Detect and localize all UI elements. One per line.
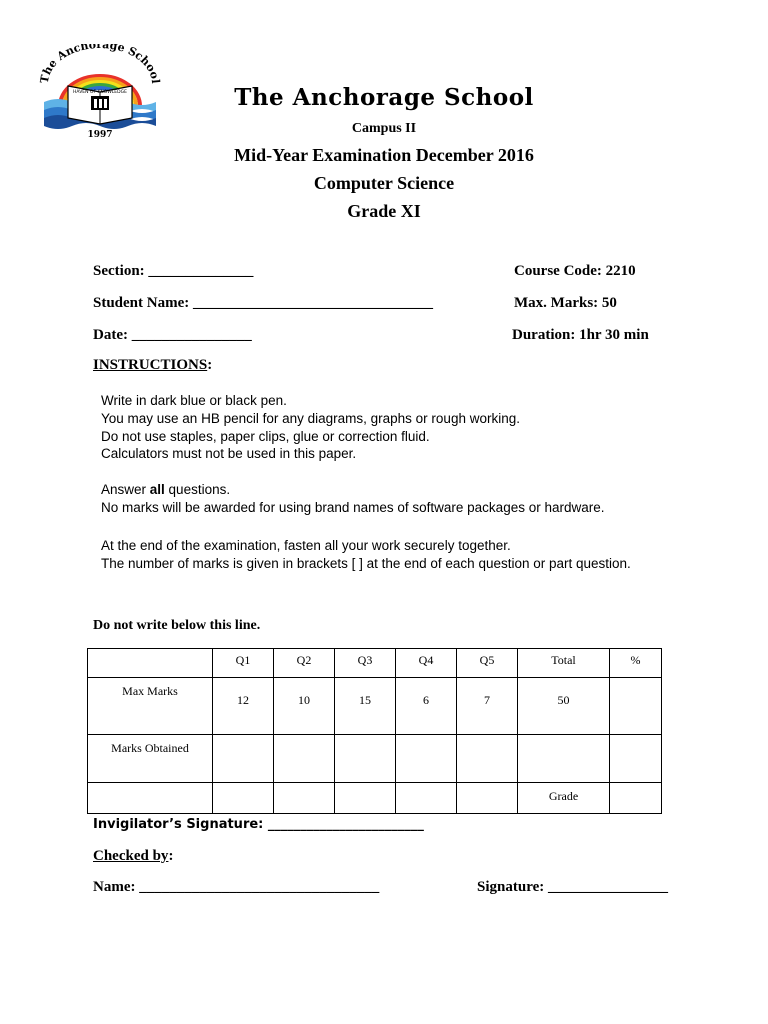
table-cell xyxy=(335,783,396,814)
grade-label: Grade xyxy=(518,783,610,814)
table-cell: 10 xyxy=(274,678,335,735)
student-name-field[interactable]: Student Name: ________________________________ xyxy=(93,295,433,311)
instruction-line: At the end of the examination, fasten all your work securely together. xyxy=(101,538,511,553)
table-header-cell: Q3 xyxy=(335,649,396,678)
input-cell[interactable] xyxy=(335,735,396,783)
input-cell[interactable] xyxy=(610,735,662,783)
do-not-write-notice: Do not write below this line. xyxy=(93,618,261,633)
instructions-heading: INSTRUCTIONS: xyxy=(93,357,213,373)
table-row xyxy=(88,678,662,735)
instruction-line: Write in dark blue or black pen. xyxy=(101,393,287,408)
instruction-line: Answer all questions. xyxy=(101,482,231,497)
input-cell[interactable] xyxy=(213,735,274,783)
school-name: The Anchorage School xyxy=(234,84,534,111)
logo-arc-text: The Anchorage School xyxy=(38,44,162,85)
table-cell xyxy=(610,678,662,735)
table-row xyxy=(88,783,662,814)
table-header-cell: Q1 xyxy=(213,649,274,678)
input-cell[interactable] xyxy=(274,735,335,783)
table-cell: 12 xyxy=(213,678,274,735)
subject-title: Computer Science xyxy=(313,173,455,193)
input-cell[interactable] xyxy=(396,735,457,783)
course-code: Course Code: 2210 xyxy=(514,263,636,279)
table-header-cell: Q4 xyxy=(396,649,457,678)
table-cell xyxy=(457,783,518,814)
instruction-line: The number of marks is given in brackets [ ] at the end of each question or part question. xyxy=(101,556,631,571)
instruction-line: Do not use staples, paper clips, glue or correction fluid. xyxy=(101,429,430,444)
invigilator-signature-field[interactable]: Invigilator’s Signature: ________________________ xyxy=(93,817,424,832)
max-marks: Max. Marks: 50 xyxy=(514,295,617,311)
section-field[interactable]: Section: ______________ xyxy=(93,263,254,279)
table-header-cell: Total xyxy=(518,649,610,678)
input-cell[interactable] xyxy=(457,735,518,783)
table-row xyxy=(88,735,662,783)
instruction-line: Calculators must not be used in this paper. xyxy=(101,446,357,461)
campus-label: Campus II xyxy=(351,121,417,136)
instruction-line: No marks will be awarded for using brand names of software packages or hardware. xyxy=(101,500,605,515)
table-header-cell: Q2 xyxy=(274,649,335,678)
table-header-cell: % xyxy=(610,649,662,678)
table-header-cell xyxy=(88,649,213,678)
input-cell[interactable] xyxy=(518,735,610,783)
date-field[interactable]: Date: ________________ xyxy=(93,327,252,343)
table-cell xyxy=(213,783,274,814)
grade-title: Grade XI xyxy=(347,201,421,221)
table-cell: 7 xyxy=(457,678,518,735)
table-cell xyxy=(274,783,335,814)
duration: Duration: 1hr 30 min xyxy=(512,327,649,343)
marks-table xyxy=(87,648,662,814)
table-row xyxy=(88,649,662,678)
table-cell: 6 xyxy=(396,678,457,735)
table-cell xyxy=(88,783,213,814)
input-cell[interactable] xyxy=(610,783,662,814)
logo-year: 1997 xyxy=(87,130,113,140)
row-label: Marks Obtained xyxy=(88,735,213,783)
logo-book-text: HAVEN OF KNOWLEDGE xyxy=(73,90,127,95)
name-field[interactable]: Name: ________________________________ xyxy=(93,879,380,895)
table-cell: 15 xyxy=(335,678,396,735)
table-header-cell: Q5 xyxy=(457,649,518,678)
signature-field[interactable]: Signature: ________________ xyxy=(477,879,668,895)
table-cell: 50 xyxy=(518,678,610,735)
instruction-line: You may use an HB pencil for any diagrams, graphs or rough working. xyxy=(101,411,520,426)
checked-by-label: Checked by: xyxy=(93,848,174,864)
exam-title: Mid-Year Examination December 2016 xyxy=(234,145,534,165)
row-label: Max Marks xyxy=(88,678,213,735)
table-cell xyxy=(396,783,457,814)
